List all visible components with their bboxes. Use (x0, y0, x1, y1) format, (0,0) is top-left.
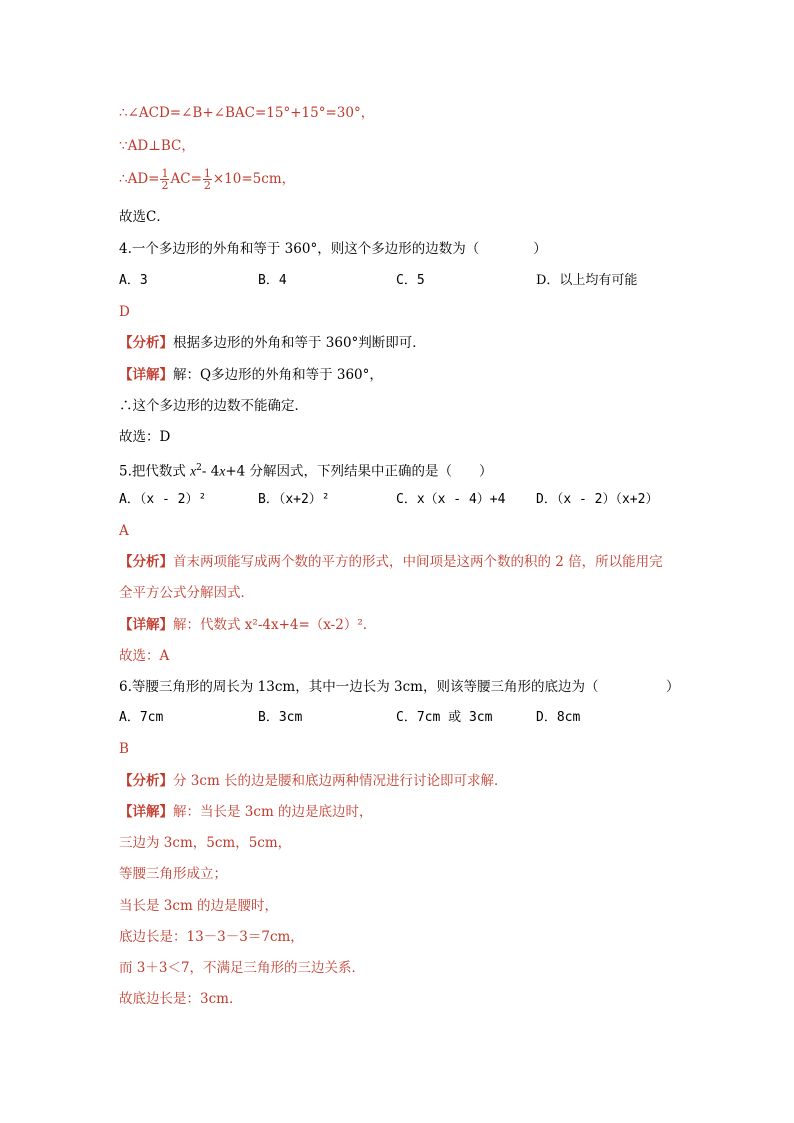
q5-answer: A (119, 523, 129, 539)
q3-choice: 故选C． (119, 209, 170, 225)
q3-step-2: ∵AD⊥BC， (119, 138, 195, 154)
q6-detail-line: 底边长是：13－3－3＝7cm， (119, 929, 304, 945)
analysis-text: 首末两项能写成两个数的平方的形式，中间项是这两个数的积的 2 倍，所以能用完 (173, 554, 663, 570)
q5-analysis-line2: 全平方公式分解因式． (119, 585, 254, 601)
q6-analysis (119, 772, 508, 790)
q6-stem: 6.等腰三角形的周长为 13cm，其中一边长为 3cm，则该等腰三角形的底边为（ ） (119, 679, 680, 695)
q5-option-b: B．（x+2）² (258, 492, 330, 507)
q6-option-c: C．7cm 或 3cm (396, 710, 493, 725)
q5-analysis (119, 553, 663, 571)
q6-detail (119, 803, 373, 821)
q6-option-a: A．7cm (119, 710, 164, 725)
q4-option-b: B．4 (258, 273, 287, 288)
q4-detail (119, 366, 383, 384)
detail-tag: 【详解】 (119, 804, 173, 820)
q6-detail-line: 故底边长是：3cm． (119, 991, 243, 1007)
analysis-text: 根据多边形的外角和等于 360°判断即可． (173, 335, 426, 351)
q6-answer: B (119, 741, 129, 757)
detail-text: 解：Q多边形的外角和等于 360°， (173, 367, 383, 383)
q5-option-c: C．x（x - 4）+4 (396, 492, 506, 507)
q4-detail-line2: ∴这个多边形的边数不能确定． (119, 398, 308, 414)
analysis-text: 分 3cm 长的边是腰和底边两种情况进行讨论即可求解． (173, 773, 508, 789)
fraction-half-2: $\frac{1}{2}$ (203, 167, 211, 192)
q4-option-a: A．3 (119, 273, 148, 288)
q3-step-3 (119, 168, 295, 191)
q6-option-d: D．8cm (536, 710, 581, 725)
q6-detail-line: 当长是 3cm 的边是腰时， (119, 898, 279, 914)
q5-detail (119, 616, 376, 634)
q4-option-d: D．以上均有可能 (536, 273, 638, 288)
fraction-half-1: $\frac{1}{2}$ (161, 167, 169, 192)
q6-detail-line: 三边为 3cm，5cm，5cm， (119, 835, 292, 851)
q3-step-1: ∴∠ACD=∠B+∠BAC=15°+15°=30°， (119, 105, 375, 121)
q4-answer: D (119, 304, 130, 320)
detail-tag: 【详解】 (119, 367, 173, 383)
q4-option-c: C．5 (396, 273, 425, 288)
q5-option-d: D．（x - 2）（x+2） (536, 492, 659, 507)
q5-option-a: A．（x - 2）² (119, 492, 207, 507)
q6-detail-line: 而 3＋3＜7，不满足三角形的三边关系． (119, 960, 366, 976)
q6-option-b: B．3cm (258, 710, 303, 725)
q4-choice: 故选：D (119, 429, 171, 445)
analysis-tag: 【分析】 (119, 773, 173, 789)
detail-text: 解：代数式 x²-4x+4=（x-2）²． (173, 617, 377, 633)
q4-stem: 4.一个多边形的外角和等于 360°，则这个多边形的边数为（ ） (119, 241, 547, 257)
detail-tag: 【详解】 (119, 617, 173, 633)
q5-choice: 故选：A (119, 648, 170, 664)
analysis-tag: 【分析】 (119, 554, 173, 570)
q3-step-3-suffix: ×10=5cm， (212, 171, 296, 187)
q6-detail-line: 等腰三角形成立； (119, 866, 227, 882)
detail-text: 解：当长是 3cm 的边是底边时， (173, 804, 373, 820)
q3-step-3-mid: AC= (170, 171, 202, 187)
q3-step-3-prefix: ∴AD= (119, 171, 160, 187)
q5-stem: 5.把代数式 $x^2-$ 4x+4 分解因式，下列结果中正确的是（ ） (119, 463, 493, 480)
analysis-tag: 【分析】 (119, 335, 173, 351)
q4-analysis (119, 334, 426, 352)
